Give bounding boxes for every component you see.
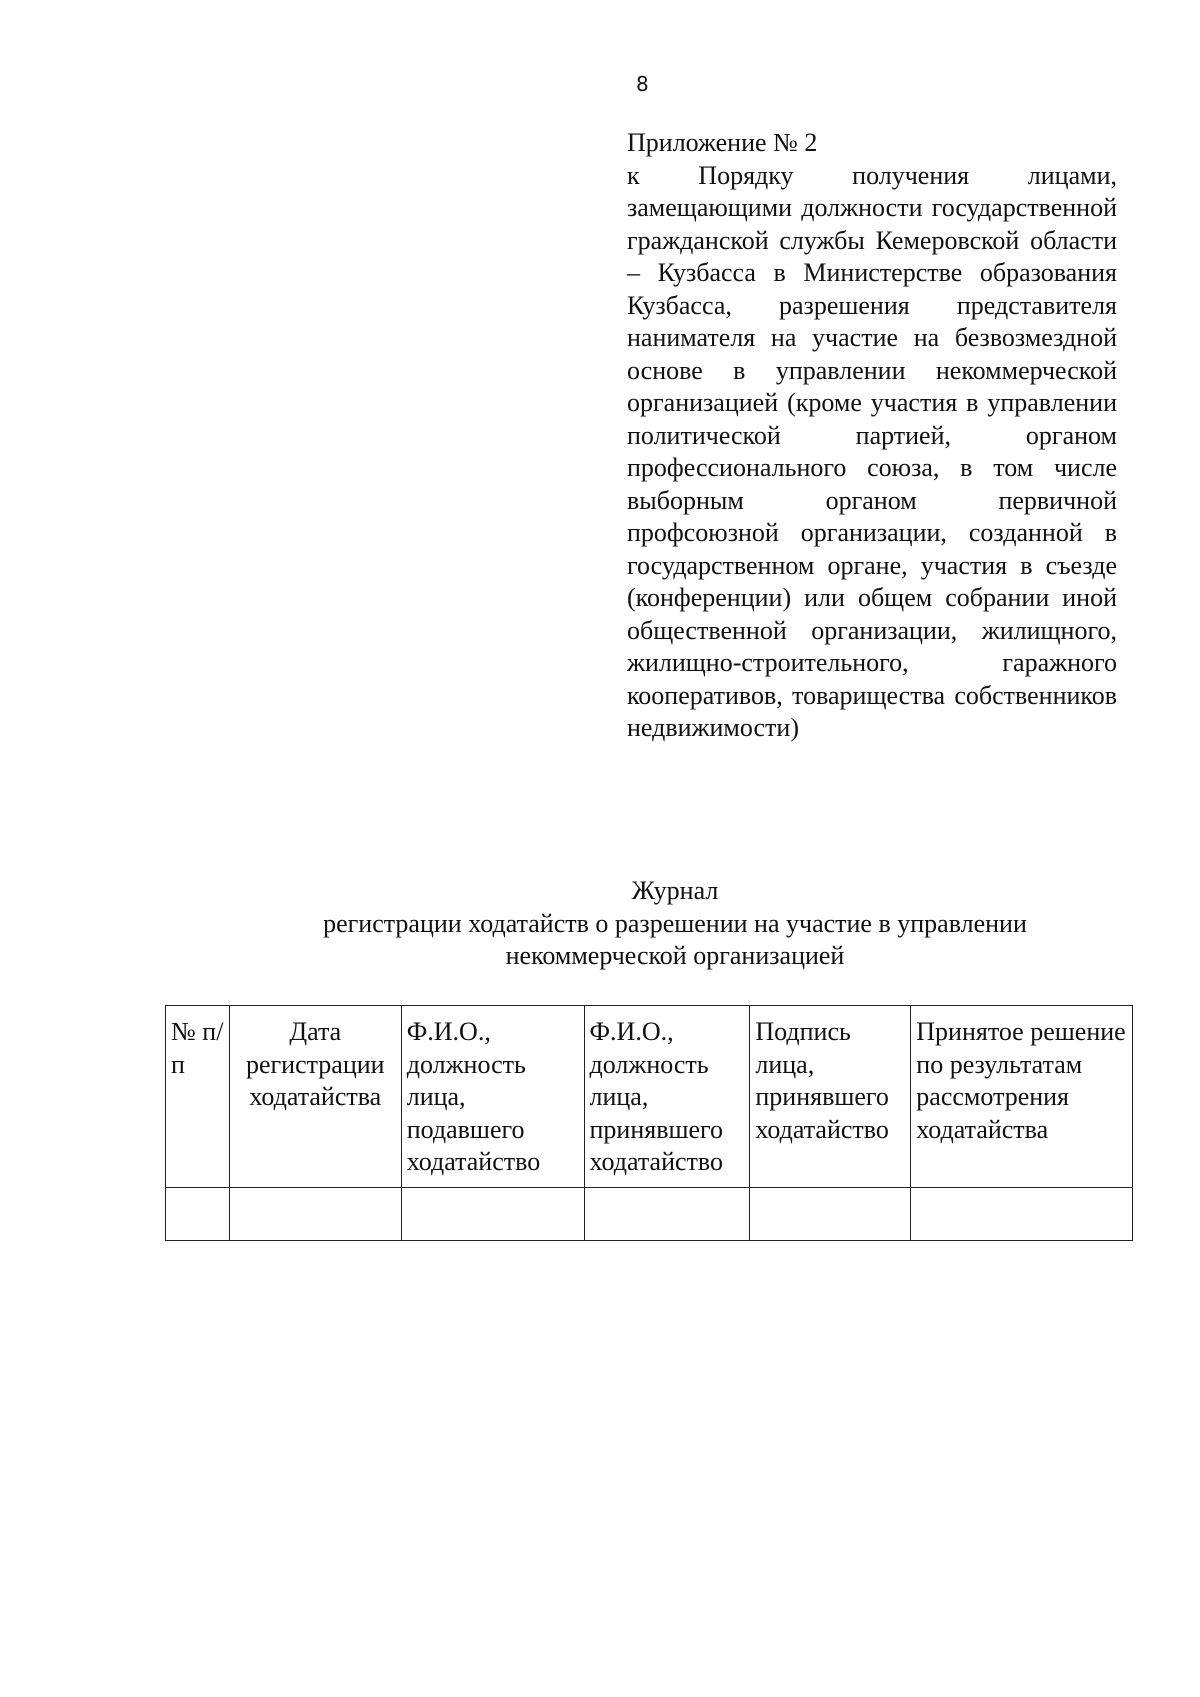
col-header-decision: Принятое решение по результатам рассмотрения ходатайства (911, 1006, 1133, 1188)
journal-heading (160, 875, 1190, 973)
table-cell (166, 1187, 230, 1240)
col-header-receiver-signature: Подпись лица, принявшего ходатайство (750, 1006, 911, 1188)
page-number: 8 (636, 72, 649, 96)
table-cell (584, 1187, 750, 1240)
appendix-block (627, 127, 1117, 745)
table-header-row (166, 1006, 1133, 1188)
table-cell (911, 1187, 1133, 1240)
table-cell (229, 1187, 401, 1240)
table-cell (401, 1187, 584, 1240)
col-header-registration-date: Дата регистрации ходатайства (229, 1006, 401, 1188)
appendix-text: к Порядку получения лицами, замещающими должности государственной гражданской службы Кемеровской области – Кузбасса в Министерстве образования Кузбасса, разрешения представителя нанимателя на участие на безвозмездной основе в управлении некоммерческой организацией (кроме участия в управлении политической партией, органом профессионального союза, в том числе выборным органом первичной профсоюзной организации, созданной в государственном органе, участия в съезде (конференции) или общем собрании иной общественной организации, жилищного, жилищно-строительного, гаражного кооперативов, товарищества собственников недвижимости) (627, 160, 1117, 742)
journal-subtitle-line1: регистрации ходатайств о разрешении на участие в управлении (323, 908, 1027, 938)
col-header-receiver: Ф.И.О., должность лица, принявшего ходатайство (584, 1006, 750, 1188)
table-row (166, 1187, 1133, 1240)
appendix-title: Приложение № 2 (627, 128, 818, 157)
col-header-number: № п/п (166, 1006, 230, 1188)
registration-table (165, 1005, 1133, 1241)
journal-subtitle-line2: некоммерческой организацией (505, 941, 845, 970)
journal-title: Журнал (631, 876, 719, 905)
table-cell (750, 1187, 911, 1240)
col-header-applicant: Ф.И.О., должность лица, подавшего ходатайство (401, 1006, 584, 1188)
